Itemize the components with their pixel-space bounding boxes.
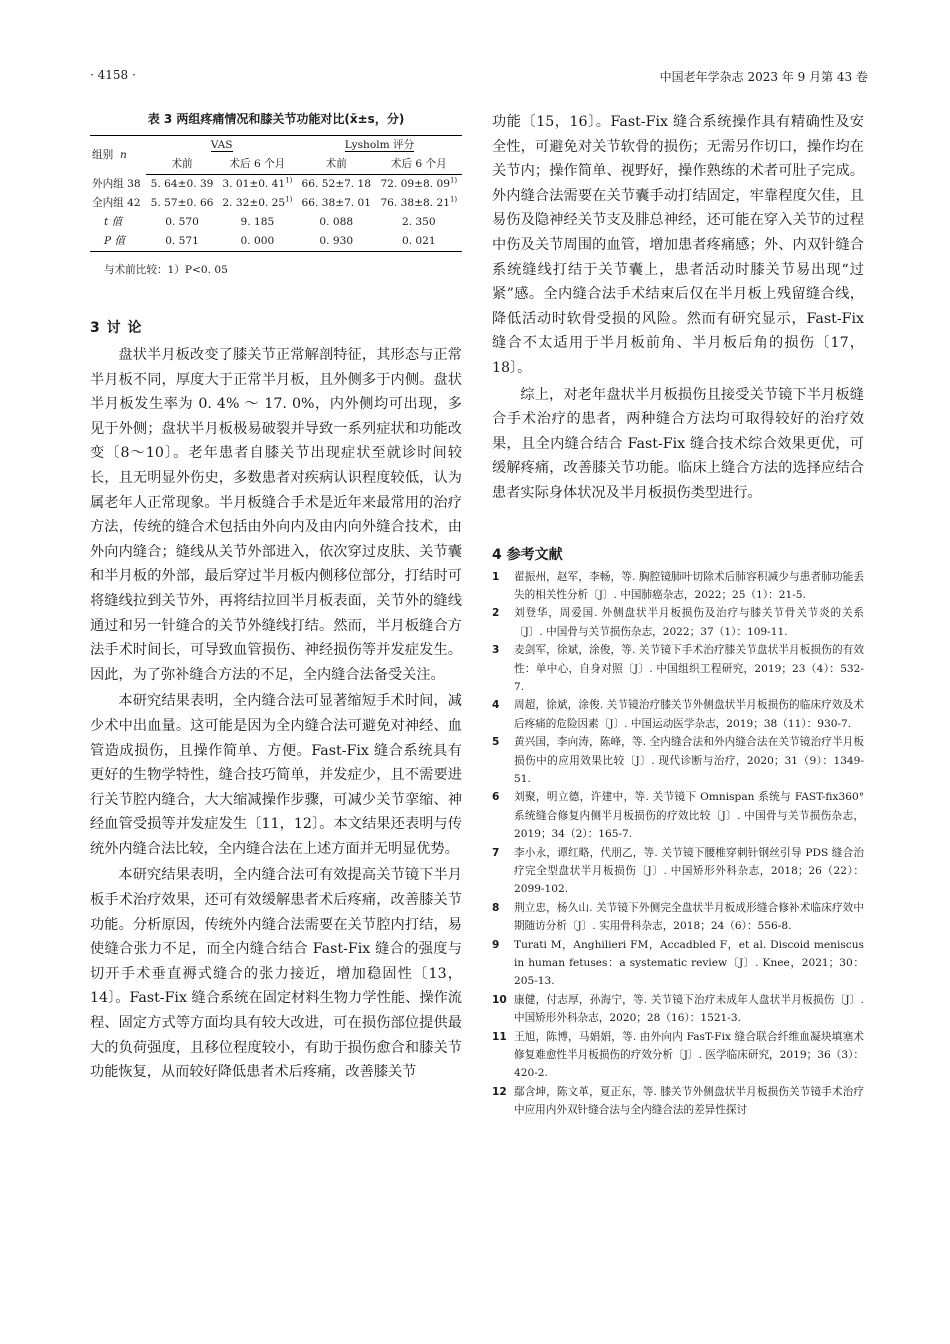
- vas-pre-header: 术前: [146, 155, 217, 175]
- table-row: 外内组 38 5. 64±0. 39 3. 01±0. 41$^{1)}$ 66. 52±7. 18 72. 09±8. 09$^{1)}$: [92, 176, 458, 190]
- lysholm-pre-header: 术前: [297, 155, 376, 175]
- reference-item: 9 Turati M，Anghilieri FM，Accadbled F，et al. Discoid meniscus in human fetuses：a systematic review〔J〕. Knee，2021；30：205-13.: [492, 938, 864, 988]
- right-column: [492, 110, 864, 1120]
- reference-item: 5 黄兴国，李向涛，陈峰，等. 全内缝合法和外内缝合法在关节镜治疗半月板损伤中的应用效果比较〔J〕. 现代诊断与治疗，2020；31（9）：1349-51.: [492, 736, 864, 785]
- vas-post-header: 术后 6 个月: [218, 155, 297, 175]
- reference-list: [492, 568, 864, 1120]
- table-row: t 值 0. 570 9. 185 0. 088 2. 350: [104, 216, 436, 228]
- table-row: P 值 0. 571 0. 000 0. 930 0. 021: [90, 232, 462, 252]
- reference-item: 4 周超，徐斌，涂俊. 关节镜治疗膝关节外侧盘状半月板损伤的临床疗效及术后疼痛的危险因素〔J〕. 中国运动医学杂志，2019；38（11）：930-7.: [492, 699, 864, 730]
- comparison-table: [90, 135, 462, 252]
- reference-item: 3 麦剑军，徐斌，涂俊，等. 关节镜下手术治疗膝关节盘状半月板损伤的有效性：单中心，自身对照〔J〕. 中国组织工程研究，2019；23（4）：532-7.: [492, 644, 864, 693]
- reference-item: 2 刘登华，周爱国. 外侧盘状半月板损伤及治疗与膝关节骨关节炎的关系〔J〕. 中国骨与关节损伤杂志，2022；37（1）：109-11.: [492, 607, 864, 638]
- reference-item: 7 李小永，谭红略，代朋乙，等. 关节镜下腰椎穿刺针钢丝引导 PDS 缝合治疗完全型盘状半月板损伤〔J〕. 中国矫形外科杂志，2018；26（22）：2099-102.: [492, 846, 864, 896]
- section-heading-discussion: 3 讨 论: [90, 320, 143, 336]
- table-note: 与术前比较：1）P<0. 05: [104, 264, 228, 276]
- journal-header: 中国老年学杂志 2023 年 9 月第 43 卷: [659, 70, 868, 84]
- col-group-header: 组别 n: [90, 136, 146, 175]
- page-number: · 4158 ·: [90, 68, 136, 82]
- paragraph: 本研究结果表明，全内缝合法可显著缩短手术时间，减少术中出血量。这可能是因为全内缝合法可避免对神经、血管造成损伤，且操作简单、方便。Fast-Fix 缝合系统具有更好的生物学特性，缝合技巧简单，并发症少，且不需要进行关节腔内缝合，大大缩减操作步骤，可减少关节挛缩、神经血管受损等并发症发生〔11，12〕。本文结果还表明与传统外内缝合法比较，全内缝合法在上述方面并无明显优势。: [90, 693, 462, 857]
- vas-header: VAS: [146, 136, 297, 156]
- paragraph: 功能〔15，16〕。Fast-Fix 缝合系统操作具有精确性及安全性，可避免对关节软骨的损伤；无需另作切口，操作均在关节内；操作简单、视野好，操作熟练的术者可肚子完成。外内缝合法需要在关节囊手动打结固定，牢靠程度欠佳，且易伤及隐神经关节支及腓总神经，还可能在穿入关节的过程中伤及关节周围的血管，增加患者疼痛感；外、内双针缝合系统缝线打结于关节囊上，患者活动时膝关节易出现“过紧”感。全内缝合法手术结束后仅在半月板上残留缝合线，降低活动时软骨受损的风险。然而有研究显示，Fast-Fix 缝合不太适用于半月板前角、半月板后角的损伤〔17，18〕。: [492, 114, 864, 376]
- table-caption: 表 3 两组疼痛情况和膝关节功能对比(x̄±s，分): [147, 112, 405, 126]
- paragraph: 盘状半月板改变了膝关节正常解剖特征，其形态与正常半月板不同，厚度大于正常半月板，且外侧多于内侧。盘状半月板发生率为 0. 4% ～ 17. 0%，内外侧均可出现，多见于外侧；盘状半月板极易破裂并导致一系列症状和功能改变〔8～10〕。老年患者自膝关节出现症状至就诊时间较长，且无明显外伤史，多数患者对疾病认识程度较低，认为属老年人正常现象。半月板缝合手术是近年来最常用的治疗方法，传统的缝合术包括由外向内及由内向外缝合技术，由外向内缝合；缝线从关节外部进入，依次穿过皮肤、关节囊和半月板的外部，最后穿过半月板内侧移位部分，打结时可将缝线拉到关节外，再将结拉回半月板表面，关节外的缝线通过和另一针缝合的关节外缝线打结。然而，半月板缝合方法手术时间长，可导致血管损伤、神经损伤等并发症发生。因此，为了弥补缝合方法的不足，全内缝合法备受关注。: [90, 347, 462, 683]
- references-heading: 4 参考文献: [492, 546, 563, 563]
- reference-item: 10 康健，付志厚，孙海宁，等. 关节镜下治疗未成年人盘状半月板损伤〔J〕. 中国矫形外科杂志，2020；28（16）：1521-3.: [492, 993, 864, 1025]
- table-row: 全内组 42 5. 57±0. 66 2. 32±0. 25$^{1)}$ 66. 38±7. 01 76. 38±8. 21$^{1)}$: [92, 195, 458, 209]
- lysholm-header: Lysholm 评分: [297, 136, 462, 156]
- paragraph: 本研究结果表明，全内缝合法可有效提高关节镜下半月板手术治疗效果，还可有效缓解患者术后疼痛，改善膝关节功能。分析原因，传统外内缝合法需要在关节腔内打结，易使缝合张力不足，而全内缝合结合 Fast-Fix 缝合的强度与切开手术垂直褥式缝合的张力接近，增加稳固性〔13，14〕。Fast-Fix 缝合系统在固定材料生物力学性能、操作流程、固定方式等方面均具有较大改进，可在损伤部位提供最大的负荷强度，且移位程度较小，有助于损伤愈合和膝关节功能恢复，从而较好降低患者术后疼痛，改善膝关节: [90, 867, 462, 1081]
- paragraph: 综上，对老年盘状半月板损伤且接受关节镜下半月板缝合手术治疗的患者，两种缝合方法均可取得较好的治疗效果，且全内缝合结合 Fast-Fix 缝合技术综合效果更优，可缓解疼痛，改善膝关节功能。临床上缝合方法的选择应结合患者实际身体状况及半月板损伤类型进行。: [492, 386, 864, 501]
- reference-item: 6 刘聚，明立德，许建中，等. 关节镜下 Omnispan 系统与 FAST-fix360°系统缝合修复内侧半月板损伤的疗效比较〔J〕. 中国骨与关节损伤杂志，2019；34（2）：165-7.: [492, 791, 864, 841]
- reference-item: 12 鄢含坤，陈文革，夏正东，等. 膝关节外侧盘状半月板损伤关节镜手术治疗中应用内外双针缝合法与全内缝合法的差异性探讨: [492, 1085, 864, 1117]
- lysholm-post-header: 术后 6 个月: [376, 155, 462, 175]
- reference-item: 11 王旭，陈博，马娟娟，等. 由外向内 FasT-Fix 缝合联合纤维血凝块填塞术修复难愈性半月板损伤的疗效分析〔J〕. 医学临床研究，2019；36（3）：420-2.: [492, 1030, 864, 1080]
- reference-item: 8 荆立忠，杨久山. 关节镜下外侧完全盘状半月板成形缝合修补术临床疗效中期随访分析〔J〕. 实用骨科杂志，2018；24（6）：556-8.: [492, 901, 864, 933]
- reference-item: 1 翟振州，赵军，李畅，等. 胸腔镜肺叶切除术后肺容积减少与患者肺功能丢失的相关性分析〔J〕. 中国肺癌杂志，2022；25（1）：21-5.: [492, 570, 864, 601]
- left-column: [90, 110, 462, 1085]
